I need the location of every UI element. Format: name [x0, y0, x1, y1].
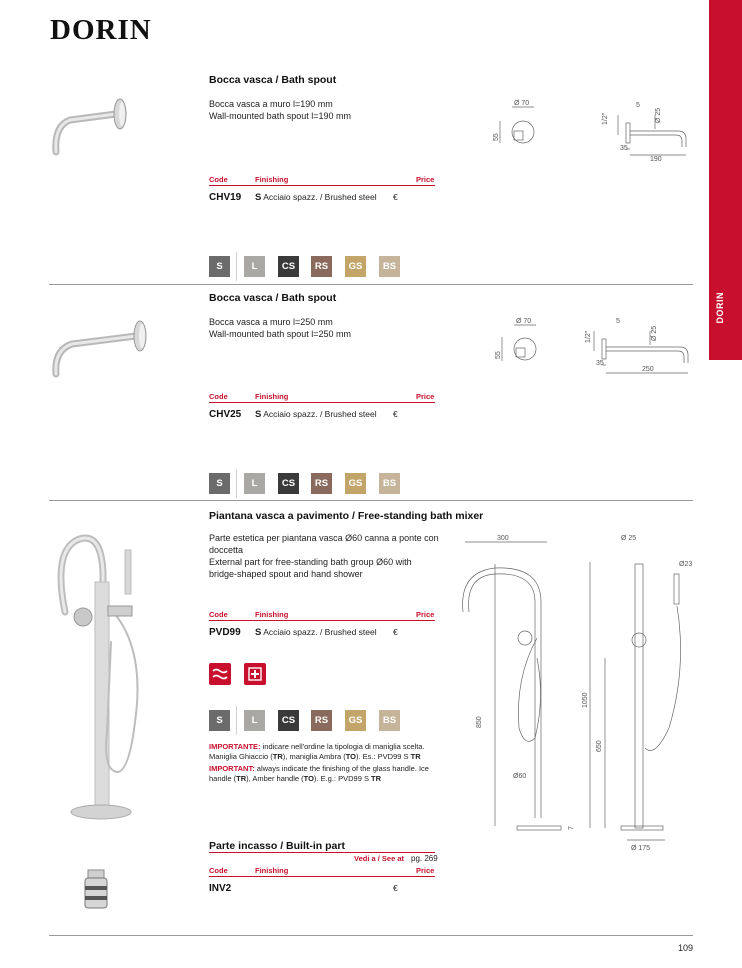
section-divider — [49, 284, 693, 285]
product-desc-en: External part for free-standing bath group Ø60 with bridge-shaped spout and hand shower — [209, 557, 412, 579]
swatch-bs: BS — [379, 256, 400, 277]
side-tab — [709, 0, 742, 360]
swatch-s: S — [209, 710, 230, 731]
finish — [255, 627, 377, 638]
important-note-en: IMPORTANT: always indicate the finishing of the glass handle. Ice handle (TR), Amber handle (TO). E.g.: PVD99 S TR — [209, 764, 429, 783]
price-value: € — [393, 883, 398, 893]
product-code: INV2 — [209, 883, 232, 894]
swatch-gs: GS — [345, 710, 366, 731]
finish-code: S — [255, 192, 262, 203]
price-value: € — [393, 192, 398, 202]
label-underline — [209, 402, 435, 403]
product-desc-it: Bocca vasca a muro l=190 mm — [209, 99, 333, 109]
label-underline — [209, 620, 435, 621]
footer-divider — [49, 935, 693, 936]
price-value: € — [393, 627, 398, 637]
dim-d70: Ø 70 — [516, 318, 532, 325]
product-title: Bocca vasca / Bath spout — [209, 74, 337, 86]
swatch-rs: RS — [311, 473, 332, 494]
price-value: € — [393, 409, 398, 419]
swatch-rs: RS — [311, 710, 332, 731]
bath-spout-photo-2 — [48, 316, 158, 382]
swatch-l: L — [244, 473, 265, 494]
page-ref[interactable]: pg. 269 — [411, 854, 438, 863]
product-code: CHV19 — [209, 192, 242, 203]
product-title: Parte incasso / Built-in part — [209, 840, 345, 852]
dim-7: 7 — [568, 826, 575, 830]
product-desc-it: Bocca vasca a muro l=250 mm — [209, 317, 333, 327]
thermostatic-icon — [209, 663, 231, 685]
section-divider — [49, 500, 693, 501]
dim-5: 5 — [636, 102, 640, 109]
code-label: Code — [209, 866, 228, 875]
dim-d25: Ø 25 — [621, 535, 637, 542]
page-number: 109 — [678, 943, 694, 953]
dim-d25: Ø 25 — [655, 107, 662, 123]
dim-half-inch: 1/2" — [602, 112, 609, 125]
product-desc-en: Wall-mounted bath spout l=190 mm — [209, 111, 351, 121]
brand-logo: DORIN — [50, 14, 152, 46]
swatch-gs: GS — [345, 473, 366, 494]
safety-stop-icon — [244, 663, 266, 685]
title-underline — [209, 852, 435, 853]
dim-55: 55 — [495, 351, 502, 359]
important-note-it: IMPORTANTE: indicare nell'ordine la tipologia di maniglia scelta. Maniglia Ghiaccio (TR), maniglia Ambra (TO). Es.: PVD99 S TR — [209, 742, 425, 761]
swatch-cs: CS — [278, 256, 299, 277]
dim-d175: Ø 175 — [631, 845, 651, 852]
finishing-label: Finishing — [255, 175, 289, 184]
finish — [255, 409, 377, 420]
product-title: Bocca vasca / Bath spout — [209, 292, 337, 304]
swatch-divider — [236, 252, 237, 281]
finish-text: Acciaio spazz. / Brushed steel — [263, 409, 377, 419]
dim-length: 250 — [642, 366, 654, 373]
product-code: PVD99 — [209, 627, 241, 638]
technical-drawing-1 — [490, 95, 690, 165]
finish-code: S — [255, 409, 262, 420]
swatch-cs: CS — [278, 473, 299, 494]
swatch-bs: BS — [379, 710, 400, 731]
dim-d70: Ø 70 — [514, 100, 530, 107]
swatch-l: L — [244, 256, 265, 277]
dim-55: 55 — [493, 133, 500, 141]
dim-300: 300 — [497, 535, 509, 542]
technical-drawing-3 — [455, 528, 695, 858]
price-label: Price — [416, 866, 435, 875]
code-label: Code — [209, 610, 228, 619]
swatch-cs: CS — [278, 710, 299, 731]
product-code: CHV25 — [209, 409, 242, 420]
finish-text: Acciaio spazz. / Brushed steel — [263, 192, 377, 202]
freestanding-mixer-photo — [45, 532, 155, 822]
product-desc-it: Parte estetica per piantana vasca Ø60 canna a ponte con doccetta — [209, 533, 439, 555]
swatch-rs: RS — [311, 256, 332, 277]
swatch-gs: GS — [345, 256, 366, 277]
dim-5: 5 — [616, 318, 620, 325]
dim-35: 35 — [620, 145, 628, 152]
finishing-label: Finishing — [255, 866, 289, 875]
price-label: Price — [416, 610, 435, 619]
dim-length: 190 — [650, 156, 662, 163]
code-label: Code — [209, 392, 228, 401]
swatch-s: S — [209, 256, 230, 277]
bath-spout-photo-1 — [48, 96, 138, 158]
swatch-l: L — [244, 710, 265, 731]
swatch-bs: BS — [379, 473, 400, 494]
dim-650: 650 — [596, 740, 603, 752]
dim-35: 35 — [596, 360, 604, 367]
product-desc-en: Wall-mounted bath spout l=250 mm — [209, 329, 351, 339]
side-tab-label: DORIN — [715, 292, 725, 324]
finish-code: S — [255, 627, 262, 638]
dim-d23: Ø23 — [679, 561, 693, 568]
dim-1050: 1050 — [582, 692, 589, 708]
finish — [255, 192, 377, 203]
price-label: Price — [416, 175, 435, 184]
dim-half-inch: 1/2" — [585, 330, 592, 343]
built-in-part-photo — [82, 868, 110, 914]
swatch-divider — [236, 469, 237, 498]
dim-d25: Ø 25 — [651, 325, 658, 341]
dim-d60: Ø60 — [513, 773, 527, 780]
dim-850: 850 — [476, 716, 483, 728]
technical-drawing-2 — [490, 313, 695, 383]
label-underline — [209, 876, 435, 877]
code-label: Code — [209, 175, 228, 184]
finish-text: Acciaio spazz. / Brushed steel — [263, 627, 377, 637]
product-title: Piantana vasca a pavimento / Free-standing bath mixer — [209, 510, 484, 522]
finishing-label: Finishing — [255, 610, 289, 619]
see-at-label: Vedi a / See at — [354, 854, 405, 863]
finishing-label: Finishing — [255, 392, 289, 401]
swatch-divider — [236, 706, 237, 735]
swatch-s: S — [209, 473, 230, 494]
price-label: Price — [416, 392, 435, 401]
label-underline — [209, 185, 435, 186]
